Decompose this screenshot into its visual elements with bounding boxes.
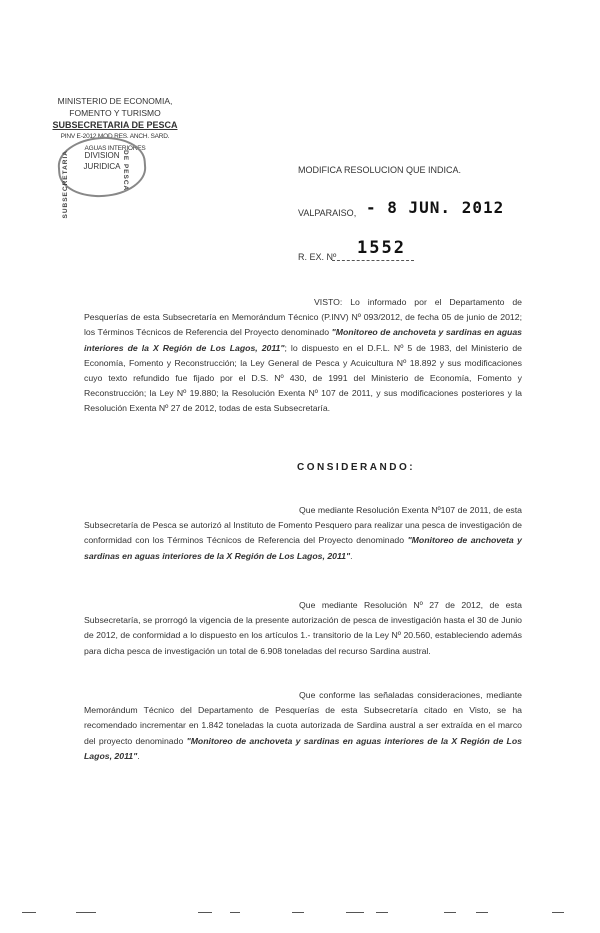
scan-mark [476, 912, 488, 913]
scan-mark [292, 912, 304, 913]
header-line-subsecretaria: SUBSECRETARIA DE PESCA [52, 120, 178, 130]
visto-project-title: "Monitoreo de anchoveta y sardinas en aguas interiores de la X Región de Los Lagos, 2011" [84, 327, 522, 353]
visto-text-rest: ; lo dispuesto en el D.F.L. Nº 5 de 1983, del Ministerio de Economía, Fomento y Reconstrucción; la Ley General de Pesca y Acuicultura Nº 18.892 y sus modificaciones cuyo texto refundido fue fijado por el D.S. Nº 430, de 1991 del Ministerio de Economía, Fomento y Reconstrucción; la Ley Nº 19.880; la Resolución Exenta Nº 107 de 2011, y sus modificaciones posteriores y la Resolución Exenta Nº 27 de 2012, todas de esta Subsecretaría. [84, 342, 522, 414]
header-line-ministry: MINISTERIO DE ECONOMIA, [57, 96, 173, 106]
visto-lead: VISTO: [314, 297, 343, 307]
resolution-label: R. EX. Nº [298, 252, 337, 262]
considerando-2-text: Que mediante Resolución Nº 27 de 2012, de esta Subsecretaría, se prorrogó la vigencia de la presente autorización de pesca de investigación hasta el 30 de Junio de 2012, de conformidad a lo dispuesto en los artículos 1.- transitorio de la Ley Nº 20.560, estableciendo además para dicha pesca de investigación un total de 6.908 toneladas del recurso Sardina austral. [84, 600, 522, 656]
scan-mark [22, 912, 36, 913]
date-stamp: - 8 JUN. 2012 [366, 198, 505, 217]
considerando-1-text: Que mediante Resolución Exenta Nº107 de 2011, de esta Subsecretaría de Pesca se autorizó al Instituto de Fomento Pesquero para realizar una pesca de investigación de conformidad con los Términos Técnicos de Referencia del Proyecto denominado [84, 505, 523, 546]
document-subject: MODIFICA RESOLUCION QUE INDICA. [298, 165, 462, 175]
visto-text: Lo informado por el Departamento de Pesquerías de esta Subsecretaría en Memorándum Técnico (P.INV) Nº 093/2012, de fecha 05 de junio de 2012; los Términos Técnicos de Referencia del Proyecto denominado [84, 297, 522, 338]
stamp-center-text [74, 150, 130, 172]
scan-mark [376, 912, 388, 913]
scan-mark [444, 912, 456, 913]
stamp-right-text: DE PESCA [122, 150, 129, 192]
considerando-1-project-title: "Monitoreo de anchoveta y sardinas en aguas interiores de la X Región de Los Lagos, 2011" [84, 535, 522, 561]
considerando-3-text-end: . [137, 750, 140, 761]
resolution-number: 1552 [357, 238, 406, 258]
scan-mark [198, 912, 212, 913]
considerando-1-text-end: . [350, 550, 353, 561]
scan-mark [552, 912, 564, 913]
visto-paragraph [84, 295, 522, 417]
considerando-paragraph-3 [84, 688, 522, 764]
considerando-paragraph-2 [84, 598, 522, 659]
resolution-number-line [332, 260, 414, 261]
considerando-3-text: Que conforme las señaladas consideraciones, mediante Memorándum Técnico del Departamento de Pesquerías de esta Subsecretaría citado en Visto, se ha recomendado incrementar en 1.842 toneladas la cuota autorizada de Sardina austral a ser extraída en el marco del proyecto denominado [84, 690, 522, 746]
considerando-paragraph-1 [84, 503, 522, 564]
stamp-line-division: DIVISION [84, 151, 120, 160]
header-line-waters: AGUAS INTERIORES [84, 145, 146, 152]
considerando-3-project-title: "Monitoreo de anchoveta y sardinas en aguas interiores de la X Región de Los Lagos, 2011" [84, 735, 522, 761]
scan-mark [230, 912, 240, 913]
place-label: VALPARAISO, [298, 208, 357, 218]
header-line-file-code: PINV E-2012 MOD RES. ANCH. SARD. [60, 133, 170, 140]
considerando-heading: CONSIDERANDO: [297, 462, 416, 473]
stamp-left-text: SUBSECRETARIA [62, 150, 69, 219]
header-line-fomento: FOMENTO Y TURISMO [69, 108, 161, 118]
scan-mark [76, 912, 96, 913]
stamp-line-juridica: JURIDICA [83, 162, 121, 171]
scan-mark [346, 912, 364, 913]
